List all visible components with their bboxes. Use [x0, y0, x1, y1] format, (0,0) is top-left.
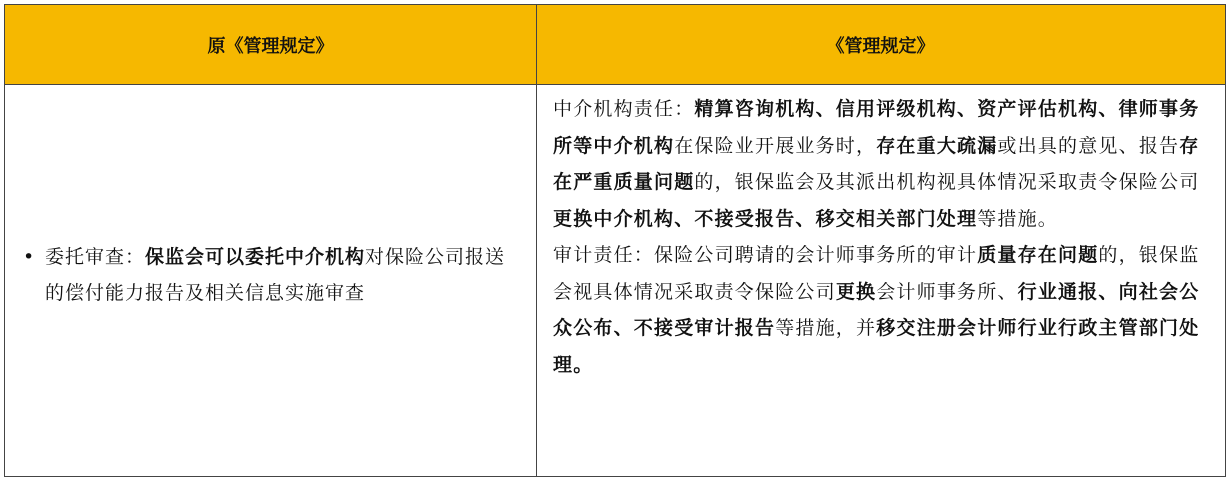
header-original-regulation: 原《管理规定》 [207, 35, 334, 57]
text-segment: 的，银保监会视具体情况采取责令保险公司 [553, 244, 1200, 303]
text-segment-bold: 行业通报、向社会公众公布、不接受审计报告 [553, 280, 1200, 339]
comparison-table [4, 4, 1226, 477]
left-segment: 对保险公司报送的偿付能力报告及相关信息实施审查 [45, 245, 506, 304]
text-segment-bold: 移交注册会计师行业行政主管部门处理。 [553, 317, 1200, 376]
text-segment: 的，银保监会及其派出机构视具体情况采取责令保险公司 [694, 171, 1200, 193]
text-segment-bold: 更换 [835, 280, 877, 303]
text-segment: 等措施。 [977, 207, 1059, 230]
text-segment: 审计责任：保险公司聘请的会计师事务所的审计 [553, 244, 978, 266]
text-segment-bold: 精算咨询机构、信用评级机构、资产评估机构、律师事务所等中介机构 [553, 98, 1200, 157]
header-new-regulation: 《管理规定》 [826, 35, 935, 57]
text-segment-bold: 更换中介机构、不接受报告、移交相关部门处理 [553, 207, 978, 230]
text-segment: 或出具的意见、报告 [997, 134, 1180, 157]
left-segment: 委托审查： [45, 245, 146, 268]
table-header-row [5, 5, 1225, 85]
original-regulation-cell [5, 85, 536, 476]
new-regulation-cell [537, 85, 1225, 383]
text-segment: 在保险业开展业务时， [674, 134, 877, 157]
text-segment-bold: 质量存在问题 [977, 244, 1099, 266]
left-segment-bold: 保监会可以委托中介机构 [145, 245, 366, 268]
original-regulation-text [23, 239, 520, 311]
intermediary-responsibility-paragraph [553, 91, 1211, 237]
text-segment-bold: 存在重大疏漏 [876, 134, 998, 157]
text-segment-bold: 存在严重质量问题 [553, 134, 1200, 193]
text-segment: 会计师事务所、 [876, 280, 1018, 303]
audit-responsibility-paragraph [553, 237, 1211, 383]
bullet-marker: • [23, 245, 36, 268]
text-segment: 中介机构责任： [553, 98, 695, 120]
text-segment: 等措施，并 [775, 317, 877, 339]
